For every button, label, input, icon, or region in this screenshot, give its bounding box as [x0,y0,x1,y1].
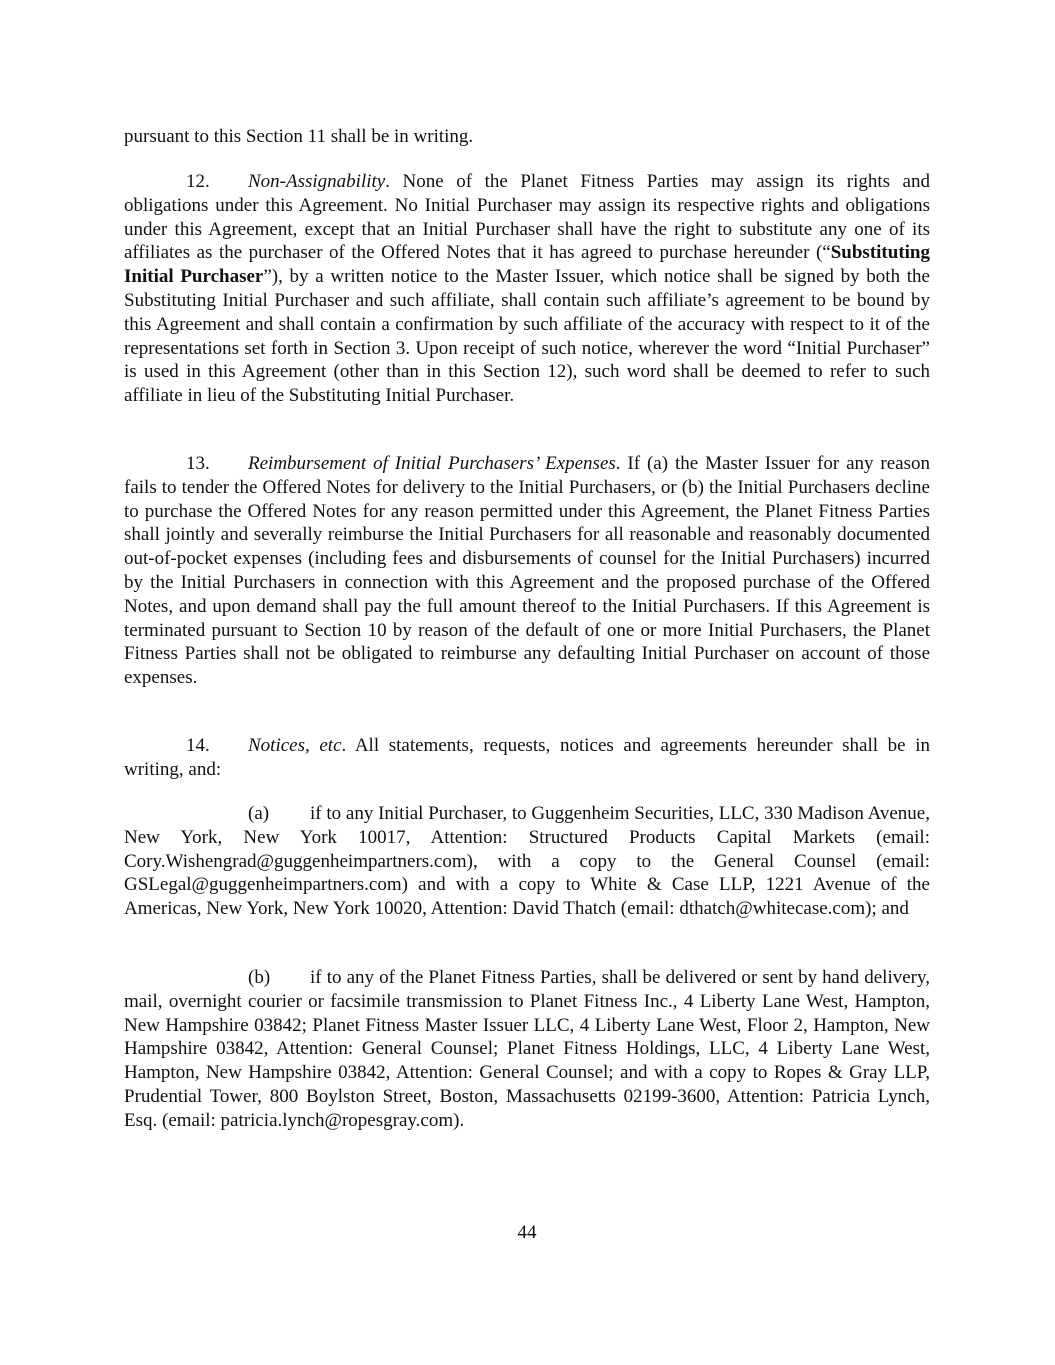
section-14-paragraph [124,734,930,782]
document-page [124,0,930,1365]
subsection-b-text: if to any of the Planet Fitness Parties, shall be delivered or sent by hand delivery, mail, overnight courier or facsimile transmission to Planet Fitness Inc., 4 Liberty Lane West, Hampton, New Hampshire 03842; Planet Fitness Master Issuer LLC, 4 Liberty Lane West, Floor 2, Hampton, New Hampshire 03842, Attention: General Counsel; Planet Fitness Holdings, LLC, 4 Liberty Lane West, Hampton, New Hampshire 03842, Attention: General Counsel; and with a copy to Ropes & Gray LLP, Prudential Tower, 800 Boylston Street, Boston, Massachusetts 02199-3600, Attention: Patricia Lynch, Esq. (email: patricia.lynch@ropesgray.com). [124,967,930,1131]
section-12-heading: Non-Assignability [248,171,386,192]
continuation-text: pursuant to this Section 11 shall be in writing. [124,126,474,147]
section-13-number: 13. [186,453,210,474]
section-12-text-before: . None of the Planet Fitness Parties may assign its rights and obligations under this Agreement. No Initial Purchaser may assign its respective rights and obligations under this Agreement, except that an Initial Purchaser shall have the right to substitute any one of its affiliates as the purchaser of the Offered Notes that it has agreed to purchase hereunder (“ [124,171,930,264]
section-13-text: . If (a) the Master Issuer for any reason fails to tender the Offered Notes for delivery to the Initial Purchasers, or (b) the Initial Purchasers decline to purchase the Offered Notes for any reason permitted under this Agreement, the Planet Fitness Parties shall jointly and severally reimburse the Initial Purchasers for all reasonable and reasonably documented out-of-pocket expenses (including fees and disbursements of counsel for the Initial Purchasers) incurred by the Initial Purchasers in connection with this Agreement and the proposed purchase of the Offered Notes, and upon demand shall pay the full amount thereof to the Initial Purchasers. If this Agreement is terminated pursuant to Section 10 by reason of the default of one or more Initial Purchasers, the Planet Fitness Parties shall not be obligated to reimburse any defaulting Initial Purchaser on account of those expenses. [124,453,930,689]
subsection-b-paragraph [124,966,930,1133]
section-13-paragraph [124,452,930,690]
subsection-a-text: if to any Initial Purchaser, to Guggenheim Securities, LLC, 330 Madison Avenue, New York, New York 10017, Attention: Structured Products Capital Markets (email: Cory.Wishengrad@guggenheimpartners.com), with a copy to the General Counsel (email: GSLegal@guggenheimpartners.com) and with a copy to White & Case LLP, 1221 Avenue of the Americas, New York, New York 10020, Attention: David Thatch (email: dthatch@whitecase.com); and [124,803,930,920]
defined-term-substituting-initial-purchaser: Substituting Initial Purchaser [124,242,930,288]
page-number: 44 [517,1222,537,1243]
section-12-number: 12. [186,171,210,192]
subsection-a-paragraph [124,802,930,921]
continuation-paragraph [124,125,930,149]
section-12-text-after: ”), by a written notice to the Master Issuer, which notice shall be signed by both the Substituting Initial Purchaser and such affiliate, shall contain such affiliate’s agreement to be bound by this Agreement and shall contain a confirmation by such affiliate of the accuracy with respect to it of the representations set forth in Section 3. Upon receipt of such notice, wherever the word “Initial Purchaser” is used in this Agreement (other than in this Section 12), such word shall be deemed to refer to such affiliate in lieu of the Substituting Initial Purchaser. [124,266,930,407]
section-14-number: 14. [186,735,210,756]
section-14-text: . All statements, requests, notices and agreements hereunder shall be in writing, and: [124,735,930,780]
subsection-b-label: (b) [248,967,271,988]
section-14-heading: Notices, etc [248,735,342,756]
section-12-paragraph [124,170,930,408]
subsection-a-label: (a) [248,803,270,824]
section-13-heading: Reimbursement of Initial Purchasers’ Expenses [248,453,616,474]
